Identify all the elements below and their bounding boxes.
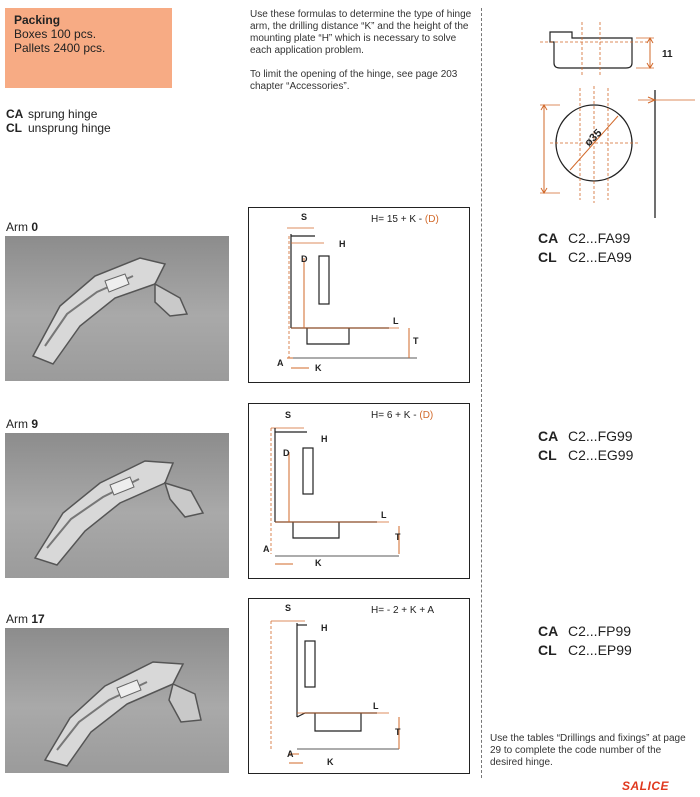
arm-number: 17 bbox=[31, 612, 45, 626]
arm-9-hinge-photo bbox=[5, 433, 229, 578]
dim-h-label: H bbox=[321, 434, 328, 444]
arm-9-dimension-diagram bbox=[248, 403, 470, 579]
arm-17-dimension-diagram bbox=[248, 598, 470, 774]
legend-code: CA bbox=[6, 107, 24, 121]
arm-17-label: Arm 17 bbox=[6, 612, 45, 626]
code-row-cl: CL C2...EG99 bbox=[538, 447, 634, 463]
legend-text: sprung hinge bbox=[28, 107, 98, 121]
code-row-cl: CL C2...EP99 bbox=[538, 642, 632, 658]
dim-cup-height: 11 bbox=[662, 49, 673, 60]
cup-drilling-drawing bbox=[520, 8, 695, 218]
dim-a-label: A bbox=[287, 749, 294, 759]
dim-k-label: K bbox=[327, 757, 334, 767]
arm-0-label: Arm 0 bbox=[6, 220, 39, 234]
arm-9-label: Arm 9 bbox=[6, 417, 39, 431]
dim-l-label: L bbox=[373, 701, 379, 711]
dim-k-label: K bbox=[315, 363, 322, 373]
arm-17-formula: H= - 2 + K + A bbox=[371, 605, 435, 616]
brand-logo: SALICE bbox=[622, 779, 670, 793]
code-value: C2...FP99 bbox=[568, 623, 632, 639]
arm-0-codes bbox=[538, 229, 632, 267]
dim-h-label: H bbox=[321, 623, 328, 633]
intro-text bbox=[250, 9, 475, 93]
packing-boxes: Boxes 100 pcs. bbox=[14, 27, 97, 41]
dim-d-label: D bbox=[283, 448, 290, 458]
code-row-cl: CL C2...EA99 bbox=[538, 249, 632, 265]
intro-paragraph-accessories: To limit the opening of the hinge, see page 203 chapter “Accessories”. bbox=[250, 69, 458, 92]
arm-17-codes bbox=[538, 622, 632, 660]
packing-title: Packing bbox=[14, 13, 61, 27]
arm-0-hinge-photo bbox=[5, 236, 229, 381]
dim-t-label: T bbox=[395, 532, 401, 542]
dim-s-label: S bbox=[285, 410, 292, 420]
code-value: C2...EG99 bbox=[568, 447, 634, 463]
legend-row-cl bbox=[6, 121, 111, 135]
column-divider bbox=[481, 8, 482, 778]
packing-box bbox=[5, 8, 172, 88]
intro-paragraph-formulas: Use these formulas to determine the type of hinge arm, the drilling distance “K” and the height of the mounting plate “H” which is necessary to solve each application problem. bbox=[250, 9, 472, 56]
arm-number: 0 bbox=[31, 220, 39, 234]
arm-number: 9 bbox=[31, 417, 39, 431]
dim-a-label: A bbox=[277, 358, 284, 368]
arm-9-codes bbox=[538, 427, 633, 465]
dim-h-label: H bbox=[339, 239, 346, 249]
legend-text: unsprung hinge bbox=[28, 121, 111, 135]
code-value: C2...EP99 bbox=[568, 642, 632, 658]
dim-l-label: L bbox=[393, 316, 399, 326]
arm-17-hinge-photo bbox=[5, 628, 229, 773]
dim-k-label: K bbox=[315, 558, 322, 568]
code-value: C2...FG99 bbox=[568, 428, 633, 444]
legend-row-ca bbox=[6, 107, 111, 121]
dim-l-label: L bbox=[381, 510, 387, 520]
code-row-ca: CA C2...FP99 bbox=[538, 623, 632, 639]
dim-s-label: S bbox=[285, 603, 292, 613]
packing-pallets: Pallets 2400 pcs. bbox=[14, 41, 106, 55]
code-row-ca: CA C2...FA99 bbox=[538, 230, 631, 246]
hinge-type-legend bbox=[6, 107, 111, 135]
dim-cup-diameter: ø35 bbox=[582, 127, 605, 149]
arm-9-formula: H= 6 + K - (D) bbox=[371, 410, 434, 421]
dim-a-label: A bbox=[263, 544, 270, 554]
code-value: C2...EA99 bbox=[568, 249, 632, 265]
code-value: C2...FA99 bbox=[568, 230, 631, 246]
dim-t-label: T bbox=[395, 727, 401, 737]
dim-t-label: T bbox=[413, 336, 419, 346]
legend-code: CL bbox=[6, 121, 22, 135]
dim-s-label: S bbox=[301, 212, 308, 222]
code-row-ca: CA C2...FG99 bbox=[538, 428, 633, 444]
arm-0-dimension-diagram bbox=[248, 207, 470, 383]
arm-0-formula: H= 15 + K - (D) bbox=[371, 214, 439, 225]
footnote-drillings: Use the tables “Drillings and fixings” at page 29 to complete the code number of the desired hinge. bbox=[490, 733, 686, 768]
dim-d-label: D bbox=[301, 254, 308, 264]
